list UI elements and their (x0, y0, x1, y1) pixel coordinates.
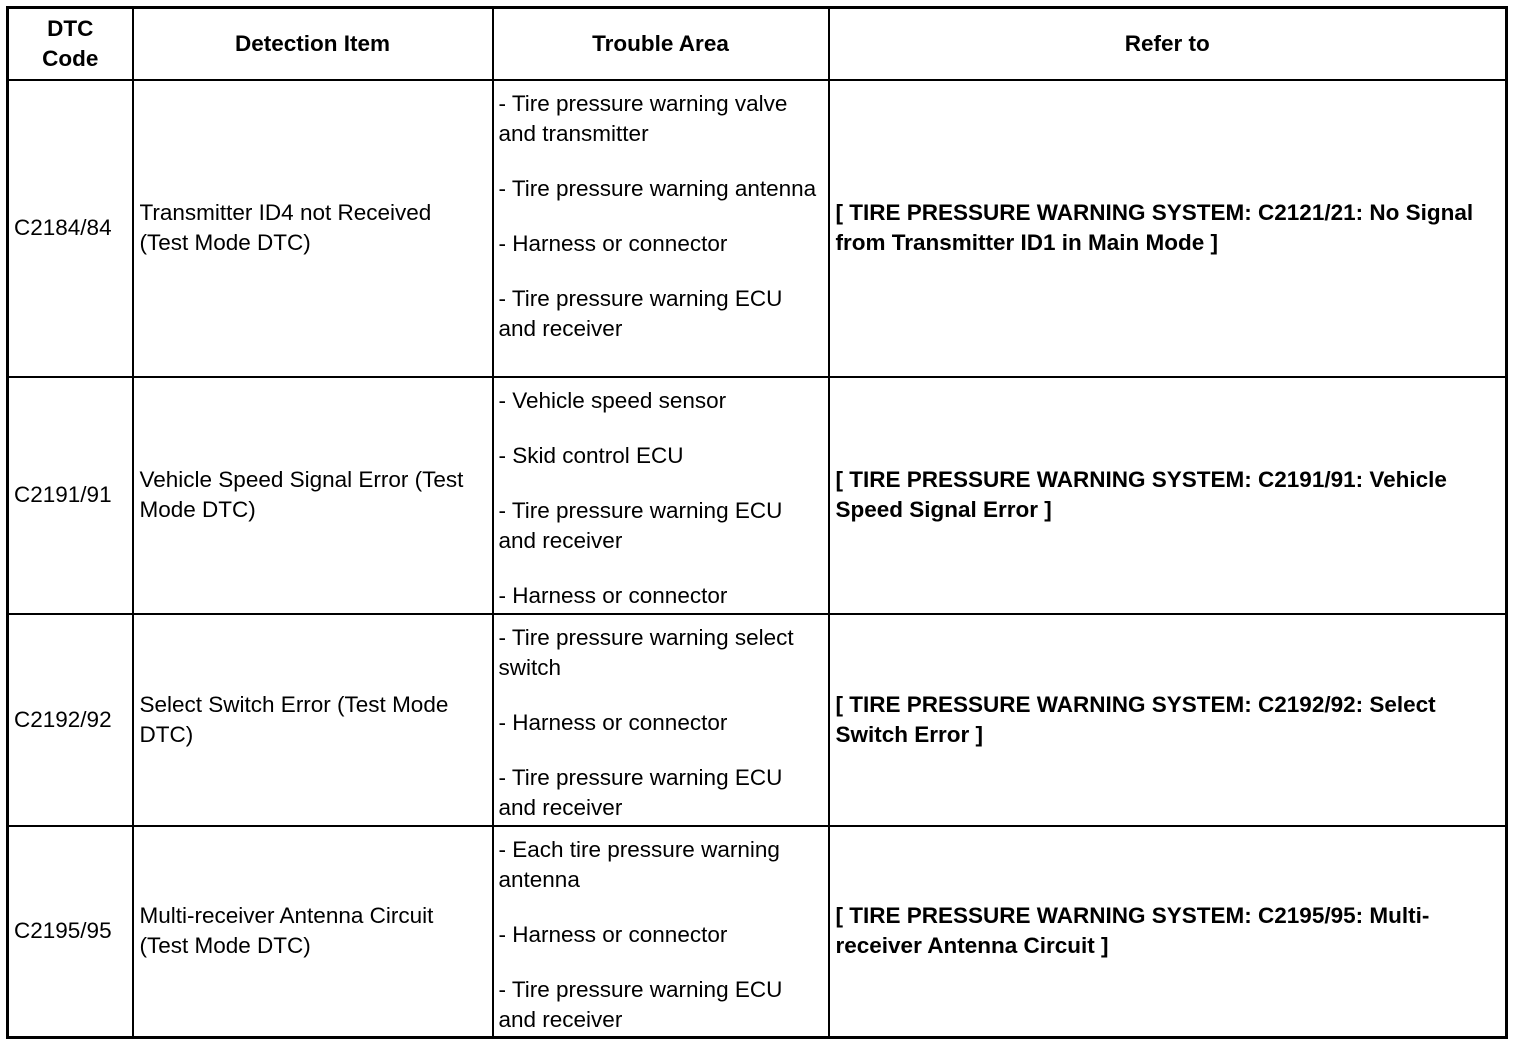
dtc-code-cell: C2195/95 (8, 826, 133, 1038)
refer-to-link[interactable]: [ TIRE PRESSURE WARNING SYSTEM: C2191/91: Vehicle Speed Signal Error ] (829, 377, 1507, 614)
header-trouble-area: Trouble Area (493, 8, 829, 80)
trouble-area-item: - Tire pressure warning valve and transmitter (498, 90, 788, 146)
table-row (8, 377, 1507, 614)
trouble-area-item: - Tire pressure warning ECU and receiver (498, 497, 783, 553)
detection-item-cell: Vehicle Speed Signal Error (Test Mode DTC) (133, 377, 493, 614)
refer-to-link[interactable]: [ TIRE PRESSURE WARNING SYSTEM: C2121/21: No Signal from Transmitter ID1 in Main Mode ] (829, 80, 1507, 377)
dtc-code-cell: C2191/91 (8, 377, 133, 614)
trouble-area-item: - Each tire pressure warning antenna (498, 836, 780, 892)
header-refer-to: Refer to (829, 8, 1507, 80)
trouble-area-item: - Harness or connector (498, 921, 728, 947)
table-row (8, 80, 1507, 377)
trouble-area-item: - Tire pressure warning select switch (498, 624, 794, 680)
trouble-area-cell (493, 80, 829, 377)
refer-to-link[interactable]: [ TIRE PRESSURE WARNING SYSTEM: C2195/95: Multi-receiver Antenna Circuit ] (829, 826, 1507, 1038)
trouble-area-item: - Tire pressure warning ECU and receiver (498, 285, 783, 341)
trouble-area-cell (493, 377, 829, 614)
trouble-area-item: - Tire pressure warning ECU and receiver (498, 976, 783, 1032)
trouble-area-item: - Harness or connector (498, 230, 728, 256)
table-row (8, 614, 1507, 826)
trouble-area-item: - Harness or connector (498, 582, 728, 608)
detection-item-cell: Transmitter ID4 not Received (Test Mode DTC) (133, 80, 493, 377)
trouble-area-item: - Vehicle speed sensor (498, 387, 727, 413)
trouble-area-item: - Tire pressure warning antenna (498, 175, 817, 201)
dtc-table (6, 6, 1508, 1039)
trouble-area-item: - Harness or connector (498, 709, 728, 735)
trouble-area-item: - Tire pressure warning ECU and receiver (498, 764, 783, 820)
trouble-area-cell (493, 614, 829, 826)
trouble-area-cell (493, 826, 829, 1038)
header-detection-item: Detection Item (133, 8, 493, 80)
table-row (8, 826, 1507, 1038)
dtc-code-cell: C2192/92 (8, 614, 133, 826)
detection-item-cell: Select Switch Error (Test Mode DTC) (133, 614, 493, 826)
trouble-area-item: - Skid control ECU (498, 442, 684, 468)
table-header-row (8, 8, 1507, 80)
header-dtc-code: DTC Code (8, 8, 133, 80)
detection-item-cell: Multi-receiver Antenna Circuit (Test Mode DTC) (133, 826, 493, 1038)
refer-to-link[interactable]: [ TIRE PRESSURE WARNING SYSTEM: C2192/92: Select Switch Error ] (829, 614, 1507, 826)
dtc-code-cell: C2184/84 (8, 80, 133, 377)
